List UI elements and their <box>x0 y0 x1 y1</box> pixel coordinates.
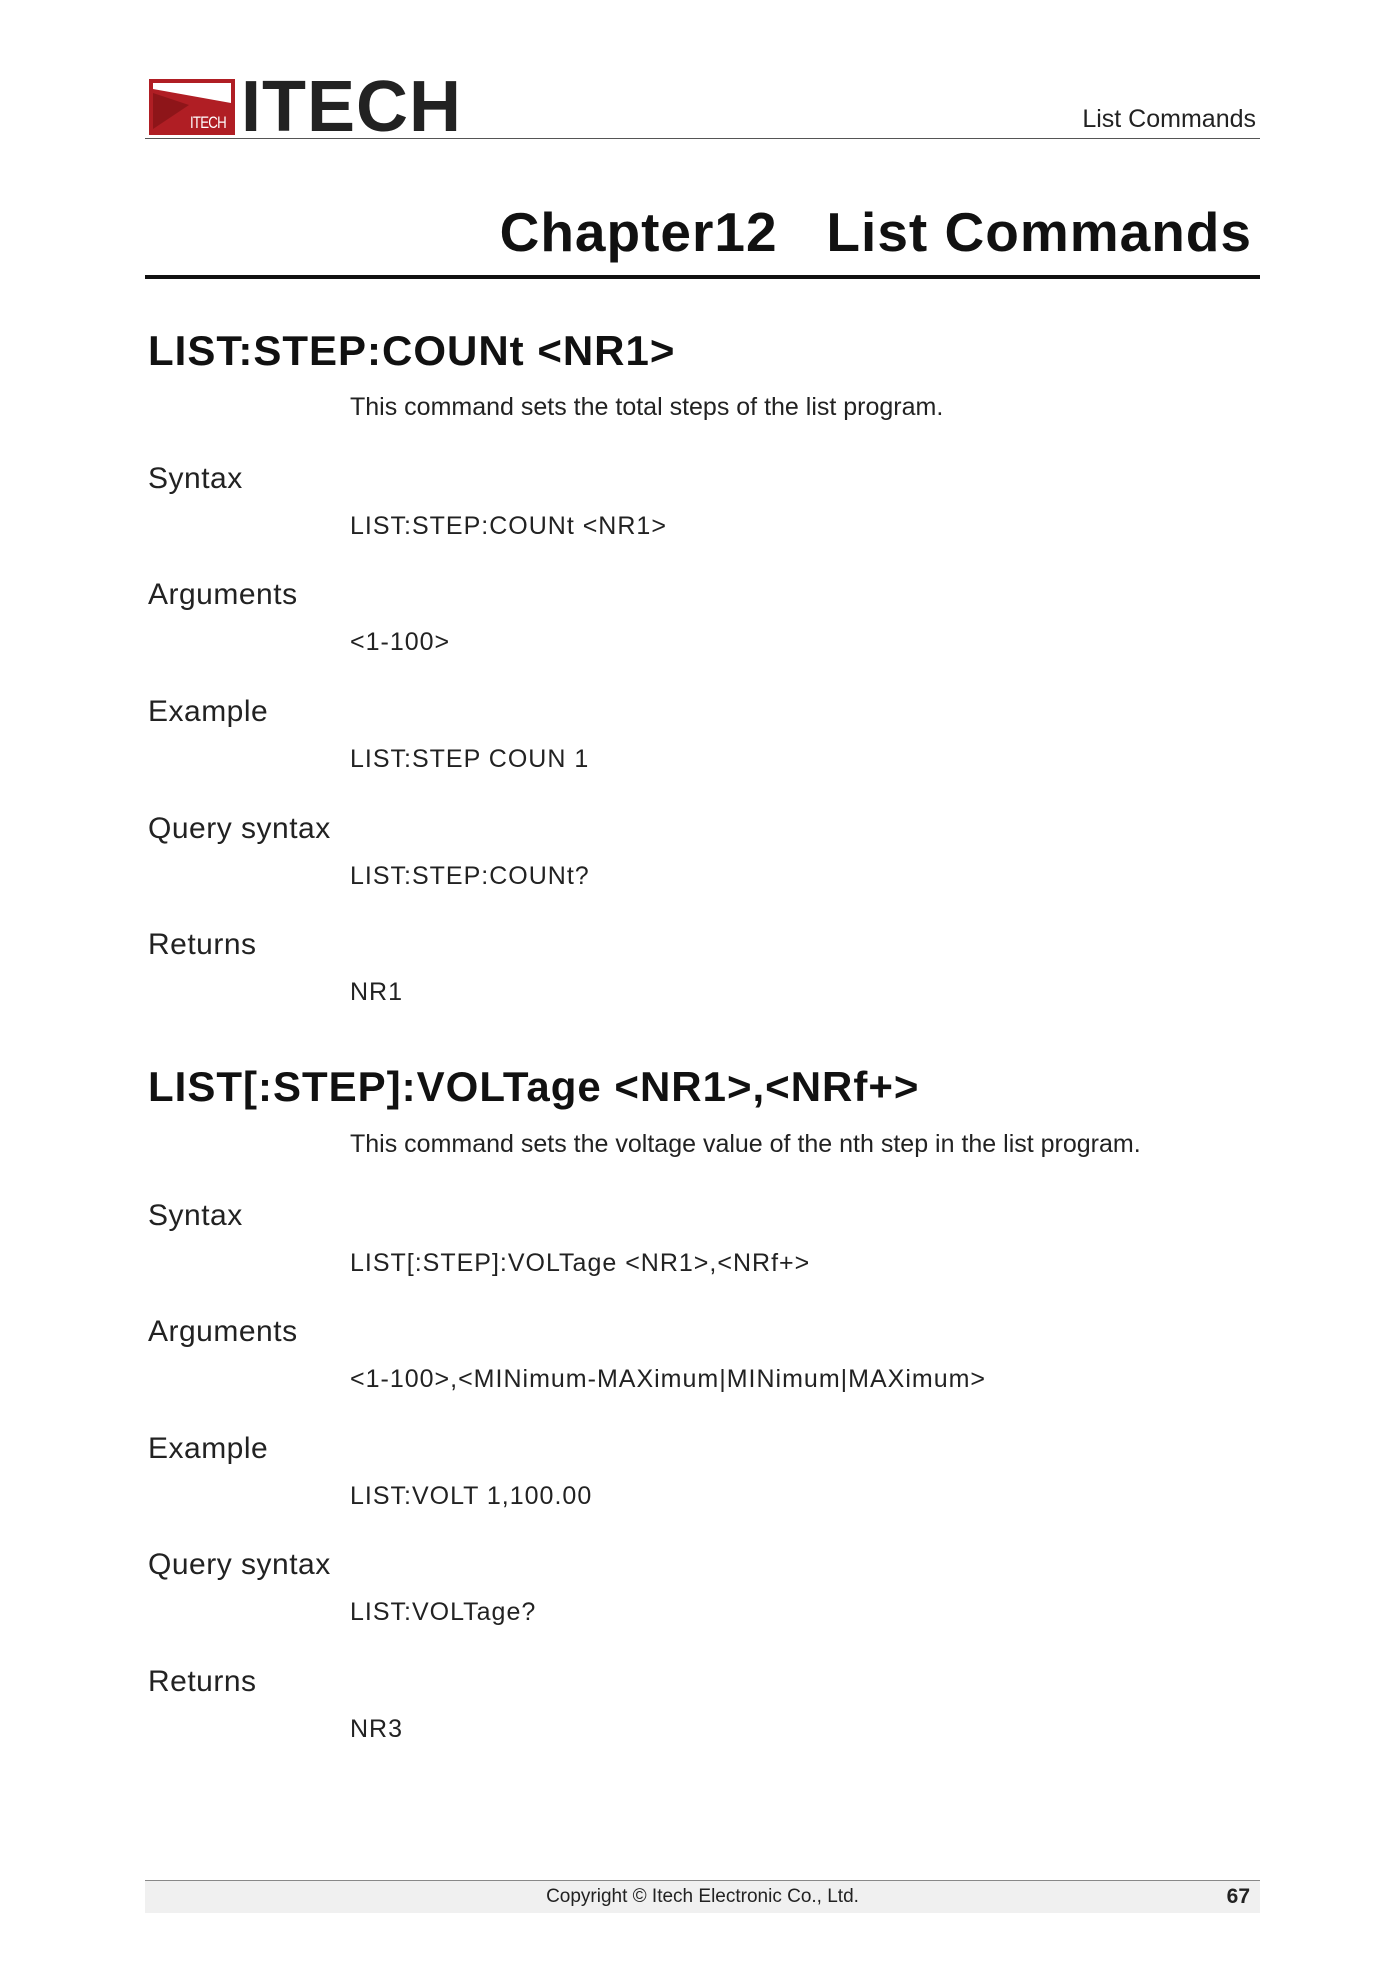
command-2-example-label: Example <box>148 1432 269 1465</box>
logo-badge-text: ITECH <box>190 113 226 132</box>
command-1-arguments-label: Arguments <box>148 578 298 611</box>
command-2-arguments: <1-100>,<MINimum-MAXimum|MINimum|MAXimum> <box>350 1365 987 1393</box>
logo-text: ITECH <box>241 67 462 147</box>
command-1-syntax-label: Syntax <box>148 462 243 495</box>
command-1-heading: LIST:STEP:COUNt <NR1> <box>148 327 676 374</box>
command-1-returns-label: Returns <box>148 928 257 961</box>
command-2-syntax-label: Syntax <box>148 1199 243 1232</box>
itech-logo <box>149 67 462 147</box>
command-1-query: LIST:STEP:COUNt? <box>350 862 590 890</box>
command-2-query: LIST:VOLTage? <box>350 1598 537 1626</box>
command-2-description: This command sets the voltage value of the nth step in the list program. <box>350 1130 1141 1158</box>
command-2-heading: LIST[:STEP]:VOLTage <NR1>,<NRf+> <box>148 1063 920 1110</box>
command-1-returns: NR1 <box>350 978 404 1006</box>
command-2-arguments-label: Arguments <box>148 1315 298 1348</box>
command-1-example: LIST:STEP COUN 1 <box>350 745 590 773</box>
command-2-query-label: Query syntax <box>148 1548 331 1581</box>
command-1-syntax: LIST:STEP:COUNt <NR1> <box>350 512 667 540</box>
command-2-syntax: LIST[:STEP]:VOLTage <NR1>,<NRf+> <box>350 1249 811 1277</box>
command-1-query-label: Query syntax <box>148 812 331 845</box>
page-header <box>145 67 1260 147</box>
page-footer <box>145 1880 1260 1913</box>
command-1-arguments: <1-100> <box>350 628 451 656</box>
header-section-title: List Commands <box>1082 105 1256 133</box>
footer-copyright: Copyright © Itech Electronic Co., Ltd. <box>546 1886 859 1907</box>
chapter-title: Chapter12 List Commands <box>499 201 1252 263</box>
command-2-example: LIST:VOLT 1,100.00 <box>350 1482 593 1510</box>
logo-badge <box>149 79 235 135</box>
command-2-returns-label: Returns <box>148 1665 257 1698</box>
chapter-heading <box>145 200 1260 279</box>
page-number: 67 <box>1226 1885 1250 1908</box>
command-1-description: This command sets the total steps of the list program. <box>350 393 944 421</box>
command-1-example-label: Example <box>148 695 269 728</box>
command-2-returns: NR3 <box>350 1715 404 1743</box>
